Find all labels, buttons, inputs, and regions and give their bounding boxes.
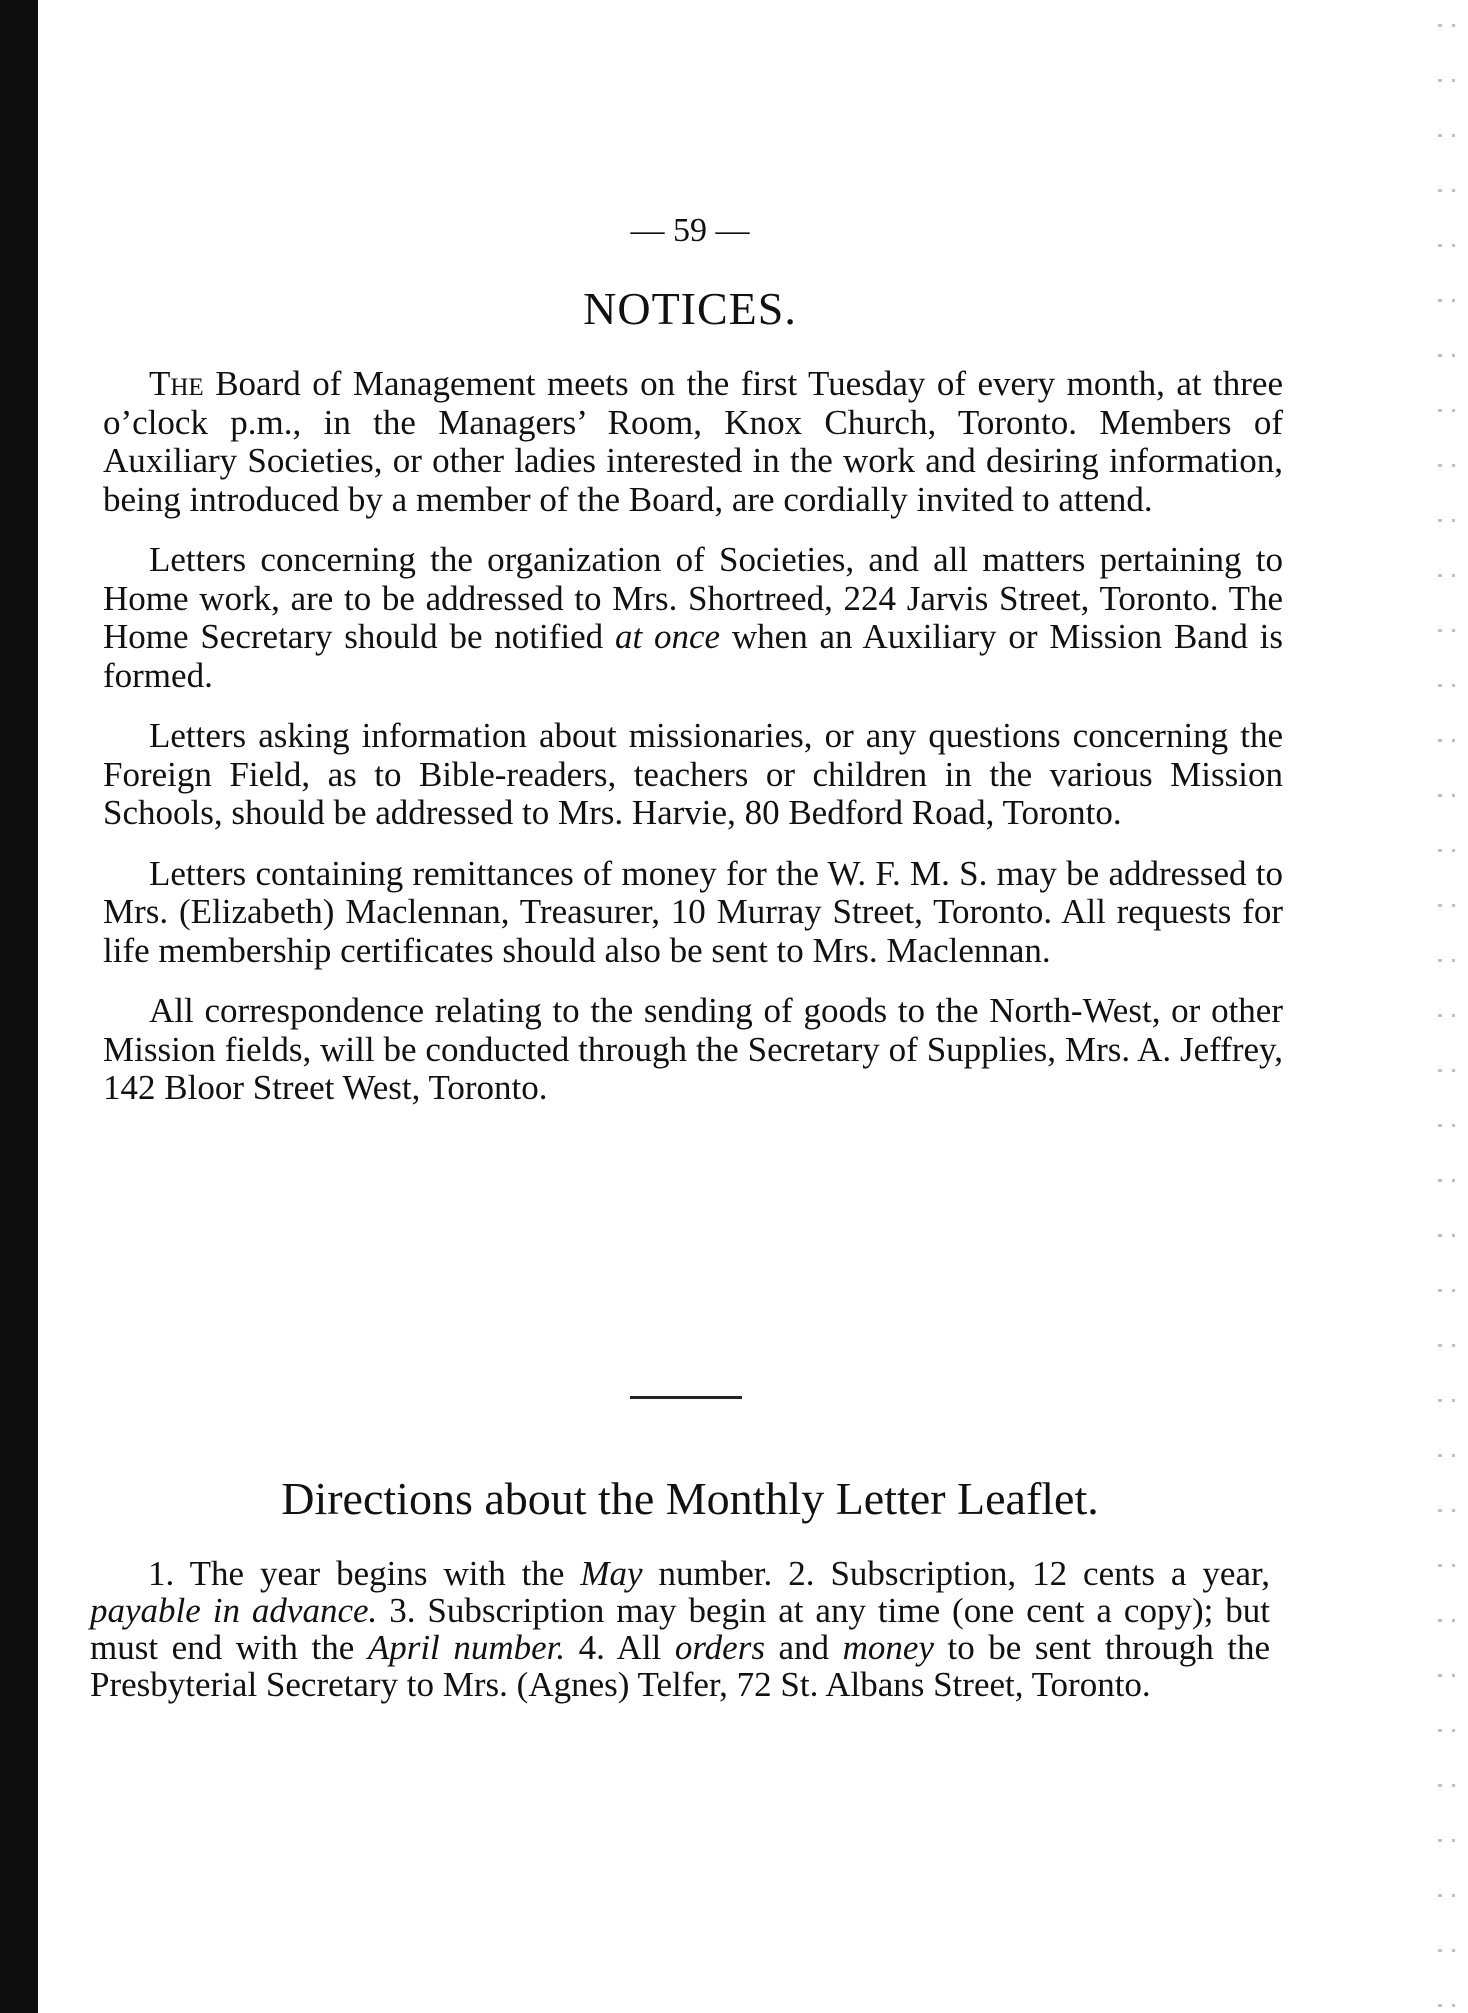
page-number: — 59 — <box>630 212 750 249</box>
lead-word: The <box>149 364 204 403</box>
notice-home-work <box>103 541 1283 695</box>
notice-text: Letters concerning the organization of Societies, and all matters pertaining to Home work, are to be addressed to Mrs. Shortreed, 224 Jarvis Street, Toronto. The Home Secretary should be notified <box>103 540 1283 656</box>
notices-heading: NOTICES. <box>583 283 797 334</box>
emphasis: at once <box>614 617 721 656</box>
directions-text: 4. All <box>565 1628 675 1667</box>
notices-section <box>103 365 1283 1130</box>
emphasis: money <box>842 1628 934 1667</box>
directions-section <box>90 1555 1270 1725</box>
notice-text: Board of Management meets on the first Tuesday of every month, at three o’clock p.m., in the Managers’ Room, Knox Church, Toronto. Members of Auxiliary Societies, or other ladies interested in the work and desiring information, being introduced by a member of the Board, are cordially invited to attend. <box>103 364 1283 519</box>
notice-board-meetings <box>103 365 1283 519</box>
notice-supplies: All correspondence relating to the sending of goods to the North-West, or other Mission fields, will be conducted through the Secretary of Supplies, Mrs. A. Jeffrey, 142 Bloor Street West, Toronto. <box>103 991 1283 1107</box>
emphasis: May <box>580 1554 643 1593</box>
directions-paragraph <box>90 1555 1270 1703</box>
directions-text: 3. Subscription may begin at any time (one cent a copy); but must end with the <box>90 1591 1270 1667</box>
notice-foreign-field: Letters asking information about missionaries, or any questions concerning the Foreign Field, as to Bible-readers, teachers or children in the various Mission Schools, should be addressed to Mrs. Harvie, 80 Bedford Road, Toronto. <box>103 716 1283 832</box>
scan-right-edge <box>1408 0 1468 2013</box>
directions-text: and <box>764 1628 843 1667</box>
directions-heading: Directions about the Monthly Letter Leaflet. <box>281 1473 1099 1524</box>
emphasis: April number. <box>367 1628 566 1667</box>
notice-text: when an Auxiliary or Mission Band is formed. <box>103 617 1283 695</box>
directions-text: 1. The year begins with the <box>148 1554 581 1593</box>
directions-text: number. 2. Subscription, 12 cents a year, <box>642 1554 1270 1593</box>
section-divider <box>630 1396 742 1399</box>
emphasis: orders <box>674 1628 765 1667</box>
notice-remittances: Letters containing remittances of money for the W. F. M. S. may be addressed to Mrs. (Elizabeth) Maclennan, Treasurer, 10 Murray Street, Toronto. All requests for life membership certificates should also be sent to Mrs. Maclennan. <box>103 853 1283 970</box>
emphasis: payable in advance. <box>90 1591 378 1630</box>
directions-text: to be sent through the Presbyterial Secretary to Mrs. (Agnes) Telfer, 72 St. Albans Street, Toronto. <box>90 1628 1271 1704</box>
